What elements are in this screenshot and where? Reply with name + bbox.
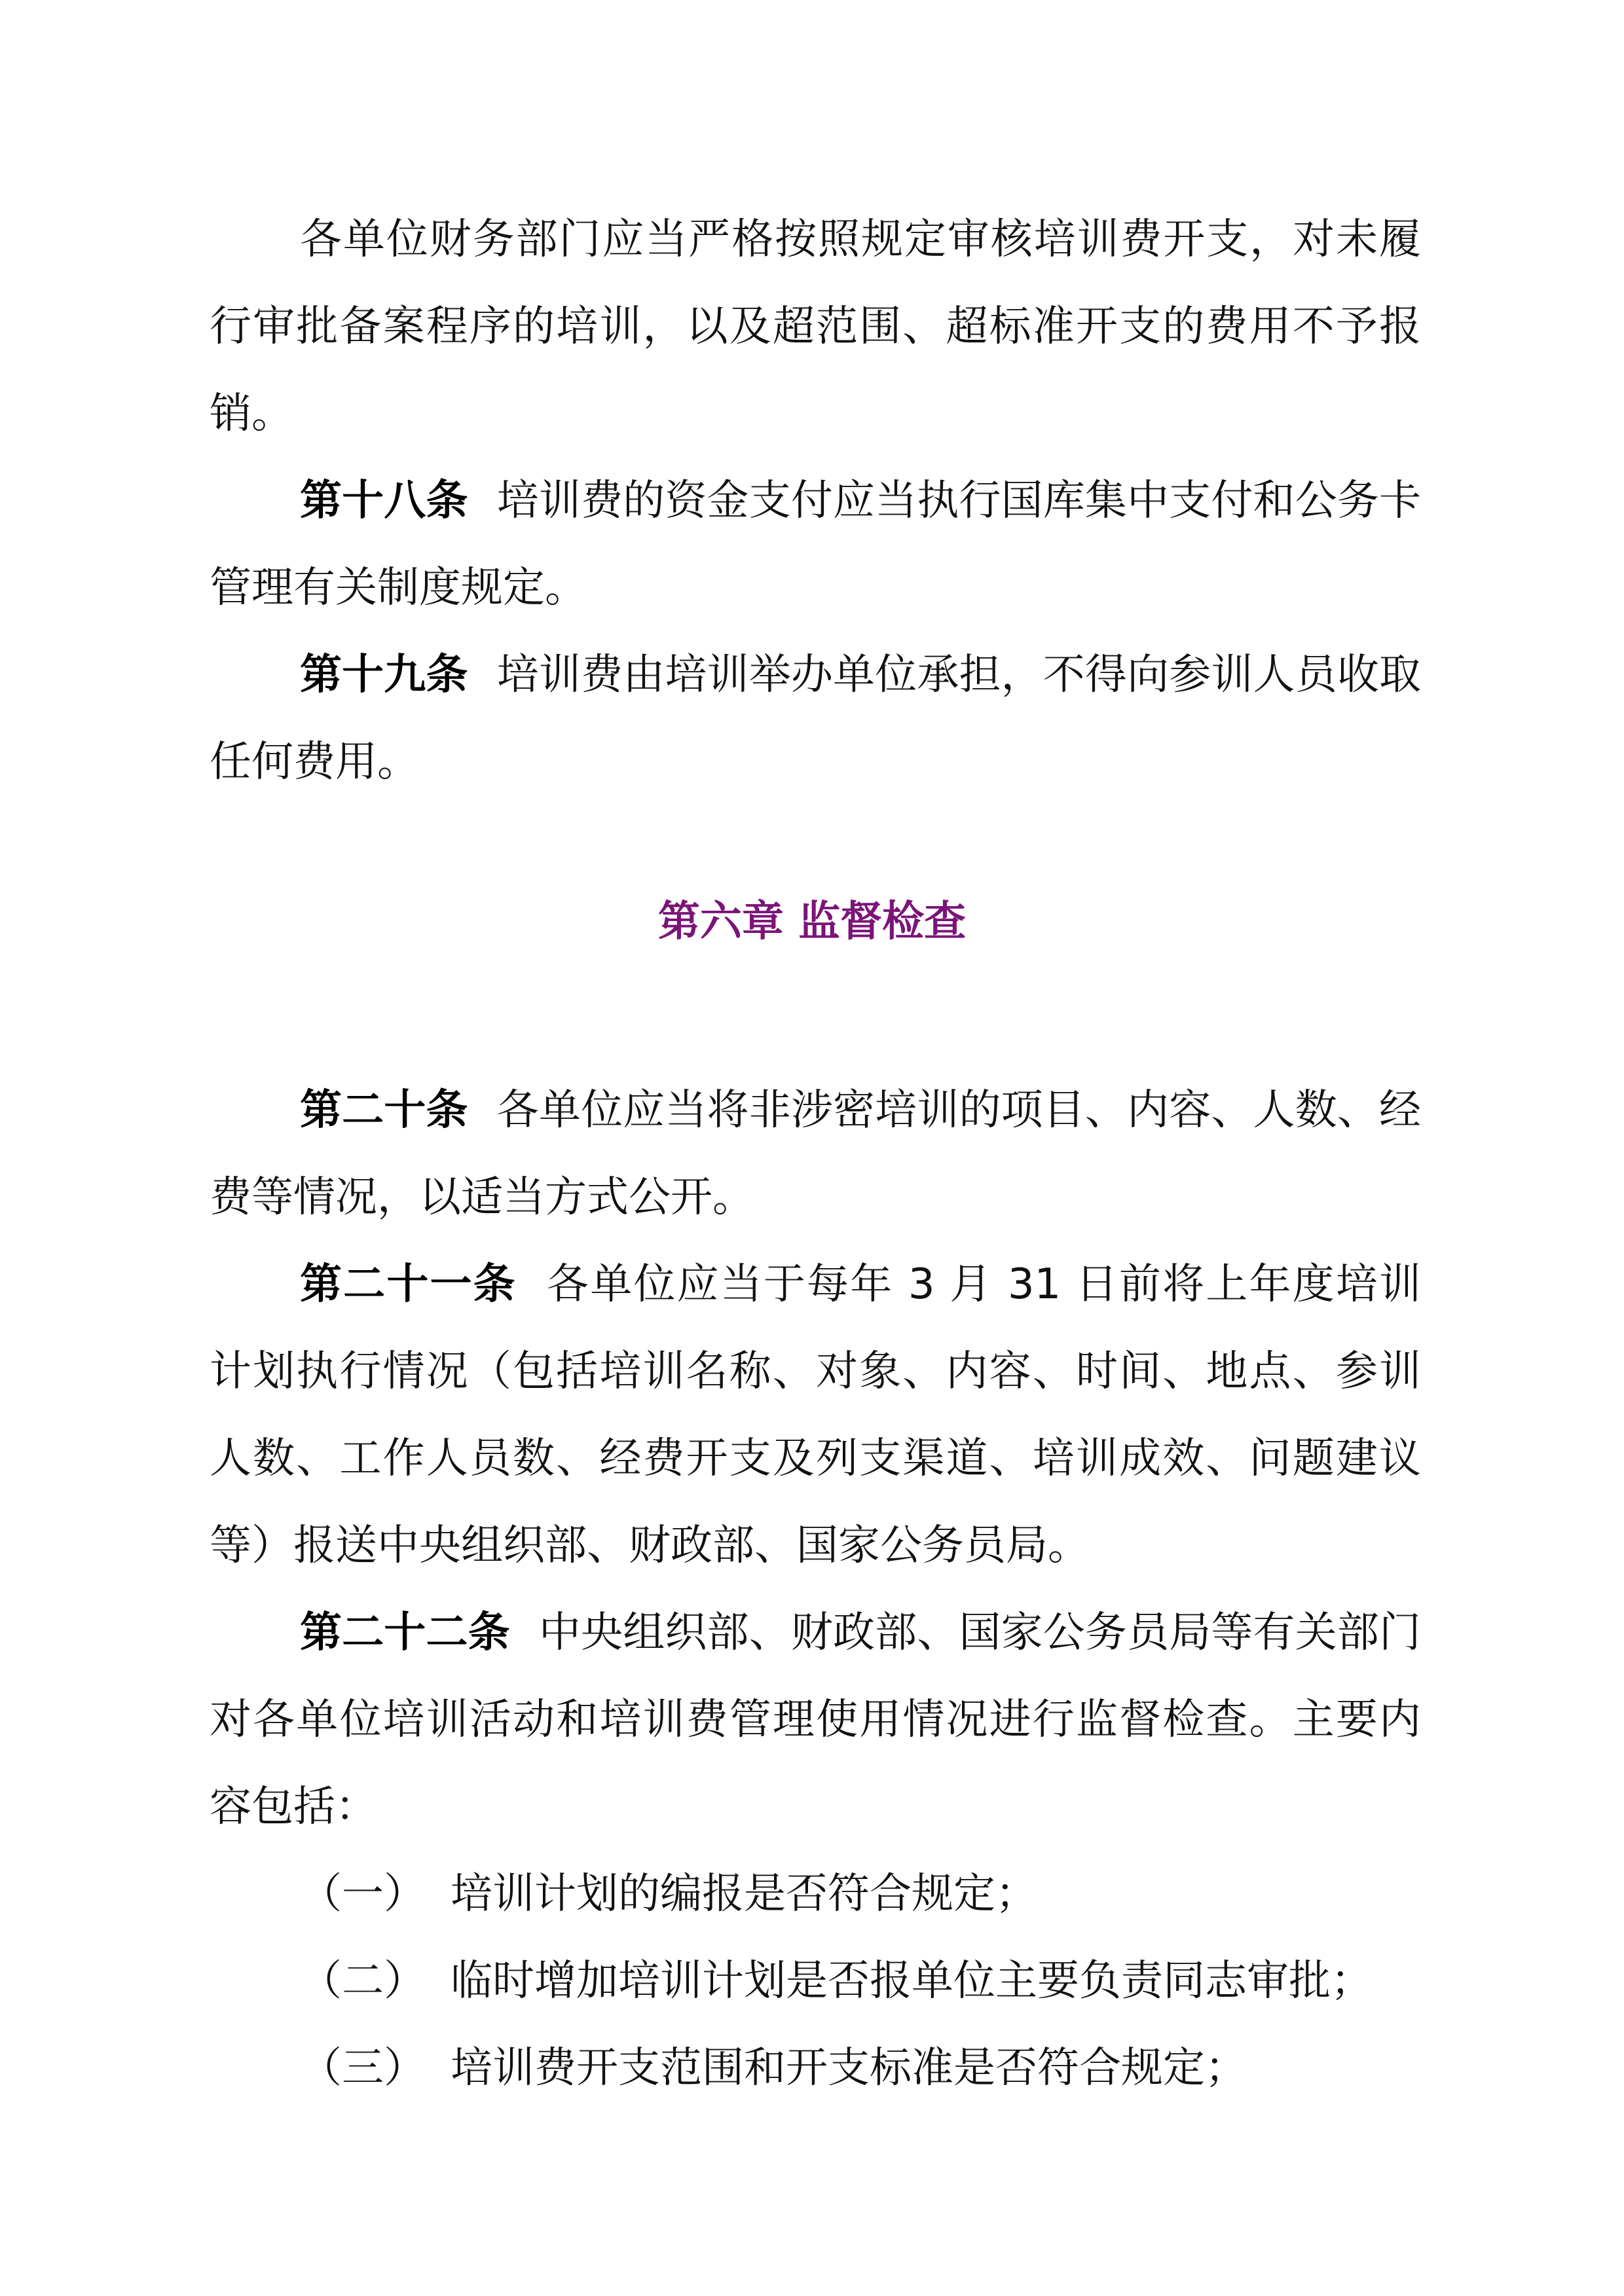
list-item xyxy=(300,1938,1421,2025)
article-text: 中央组织部、财政部、国家公务员局等有关部门对各单位培训活动和培训费管理使用情况进行监督检查。主要内容包括： xyxy=(210,1609,1422,1831)
article-label: 第十九条 xyxy=(300,651,468,699)
article-text: 培训费的资金支付应当执行国库集中支付和公务卡管理有关制度规定。 xyxy=(210,477,1422,612)
article-22 xyxy=(210,1590,1421,1851)
article-text: 各单位应当于每年 3 月 31 日前将上年度培训计划执行情况（包括培训名称、对象、内容、时间、地点、参训人数、工作人员数、经费开支及列支渠道、培训成效、问题建议等）报送中央组织部、财政部、国家公务员局。 xyxy=(210,1260,1421,1570)
article-label: 第二十条 xyxy=(300,1086,468,1135)
article-21 xyxy=(210,1241,1421,1590)
article-label: 第二十二条 xyxy=(300,1609,510,1657)
list-item-number: （二） xyxy=(300,1957,426,2005)
paragraph-text: 各单位财务部门应当严格按照规定审核培训费开支，对未履行审批备案程序的培训，以及超范围、超标准开支的费用不予报销。 xyxy=(210,215,1421,438)
article-text: 培训费由培训举办单位承担，不得向参训人员收取任何费用。 xyxy=(210,651,1422,786)
article-18 xyxy=(210,458,1421,632)
paragraph-art17-continued xyxy=(210,196,1421,458)
article-text: 各单位应当将非涉密培训的项目、内容、人数、经费等情况，以适当方式公开。 xyxy=(210,1086,1422,1222)
list-item xyxy=(300,1851,1421,1938)
list-item-text: 临时增加培训计划是否报单位主要负责同志审批； xyxy=(451,1957,1373,2005)
list-item-number: （一） xyxy=(300,1870,426,1918)
article-label: 第十八条 xyxy=(300,477,468,525)
list-item-number: （三） xyxy=(300,2044,426,2092)
list-item xyxy=(300,2025,1421,2112)
article-label: 第二十一条 xyxy=(300,1260,517,1309)
article-20 xyxy=(210,1067,1421,1241)
article-19 xyxy=(210,632,1421,806)
list-item-text: 培训费开支范围和开支标准是否符合规定； xyxy=(451,2044,1247,2092)
list-item-text: 培训计划的编报是否符合规定； xyxy=(451,1870,1037,1918)
chapter-heading: 第六章 监督检查 xyxy=(657,898,967,946)
